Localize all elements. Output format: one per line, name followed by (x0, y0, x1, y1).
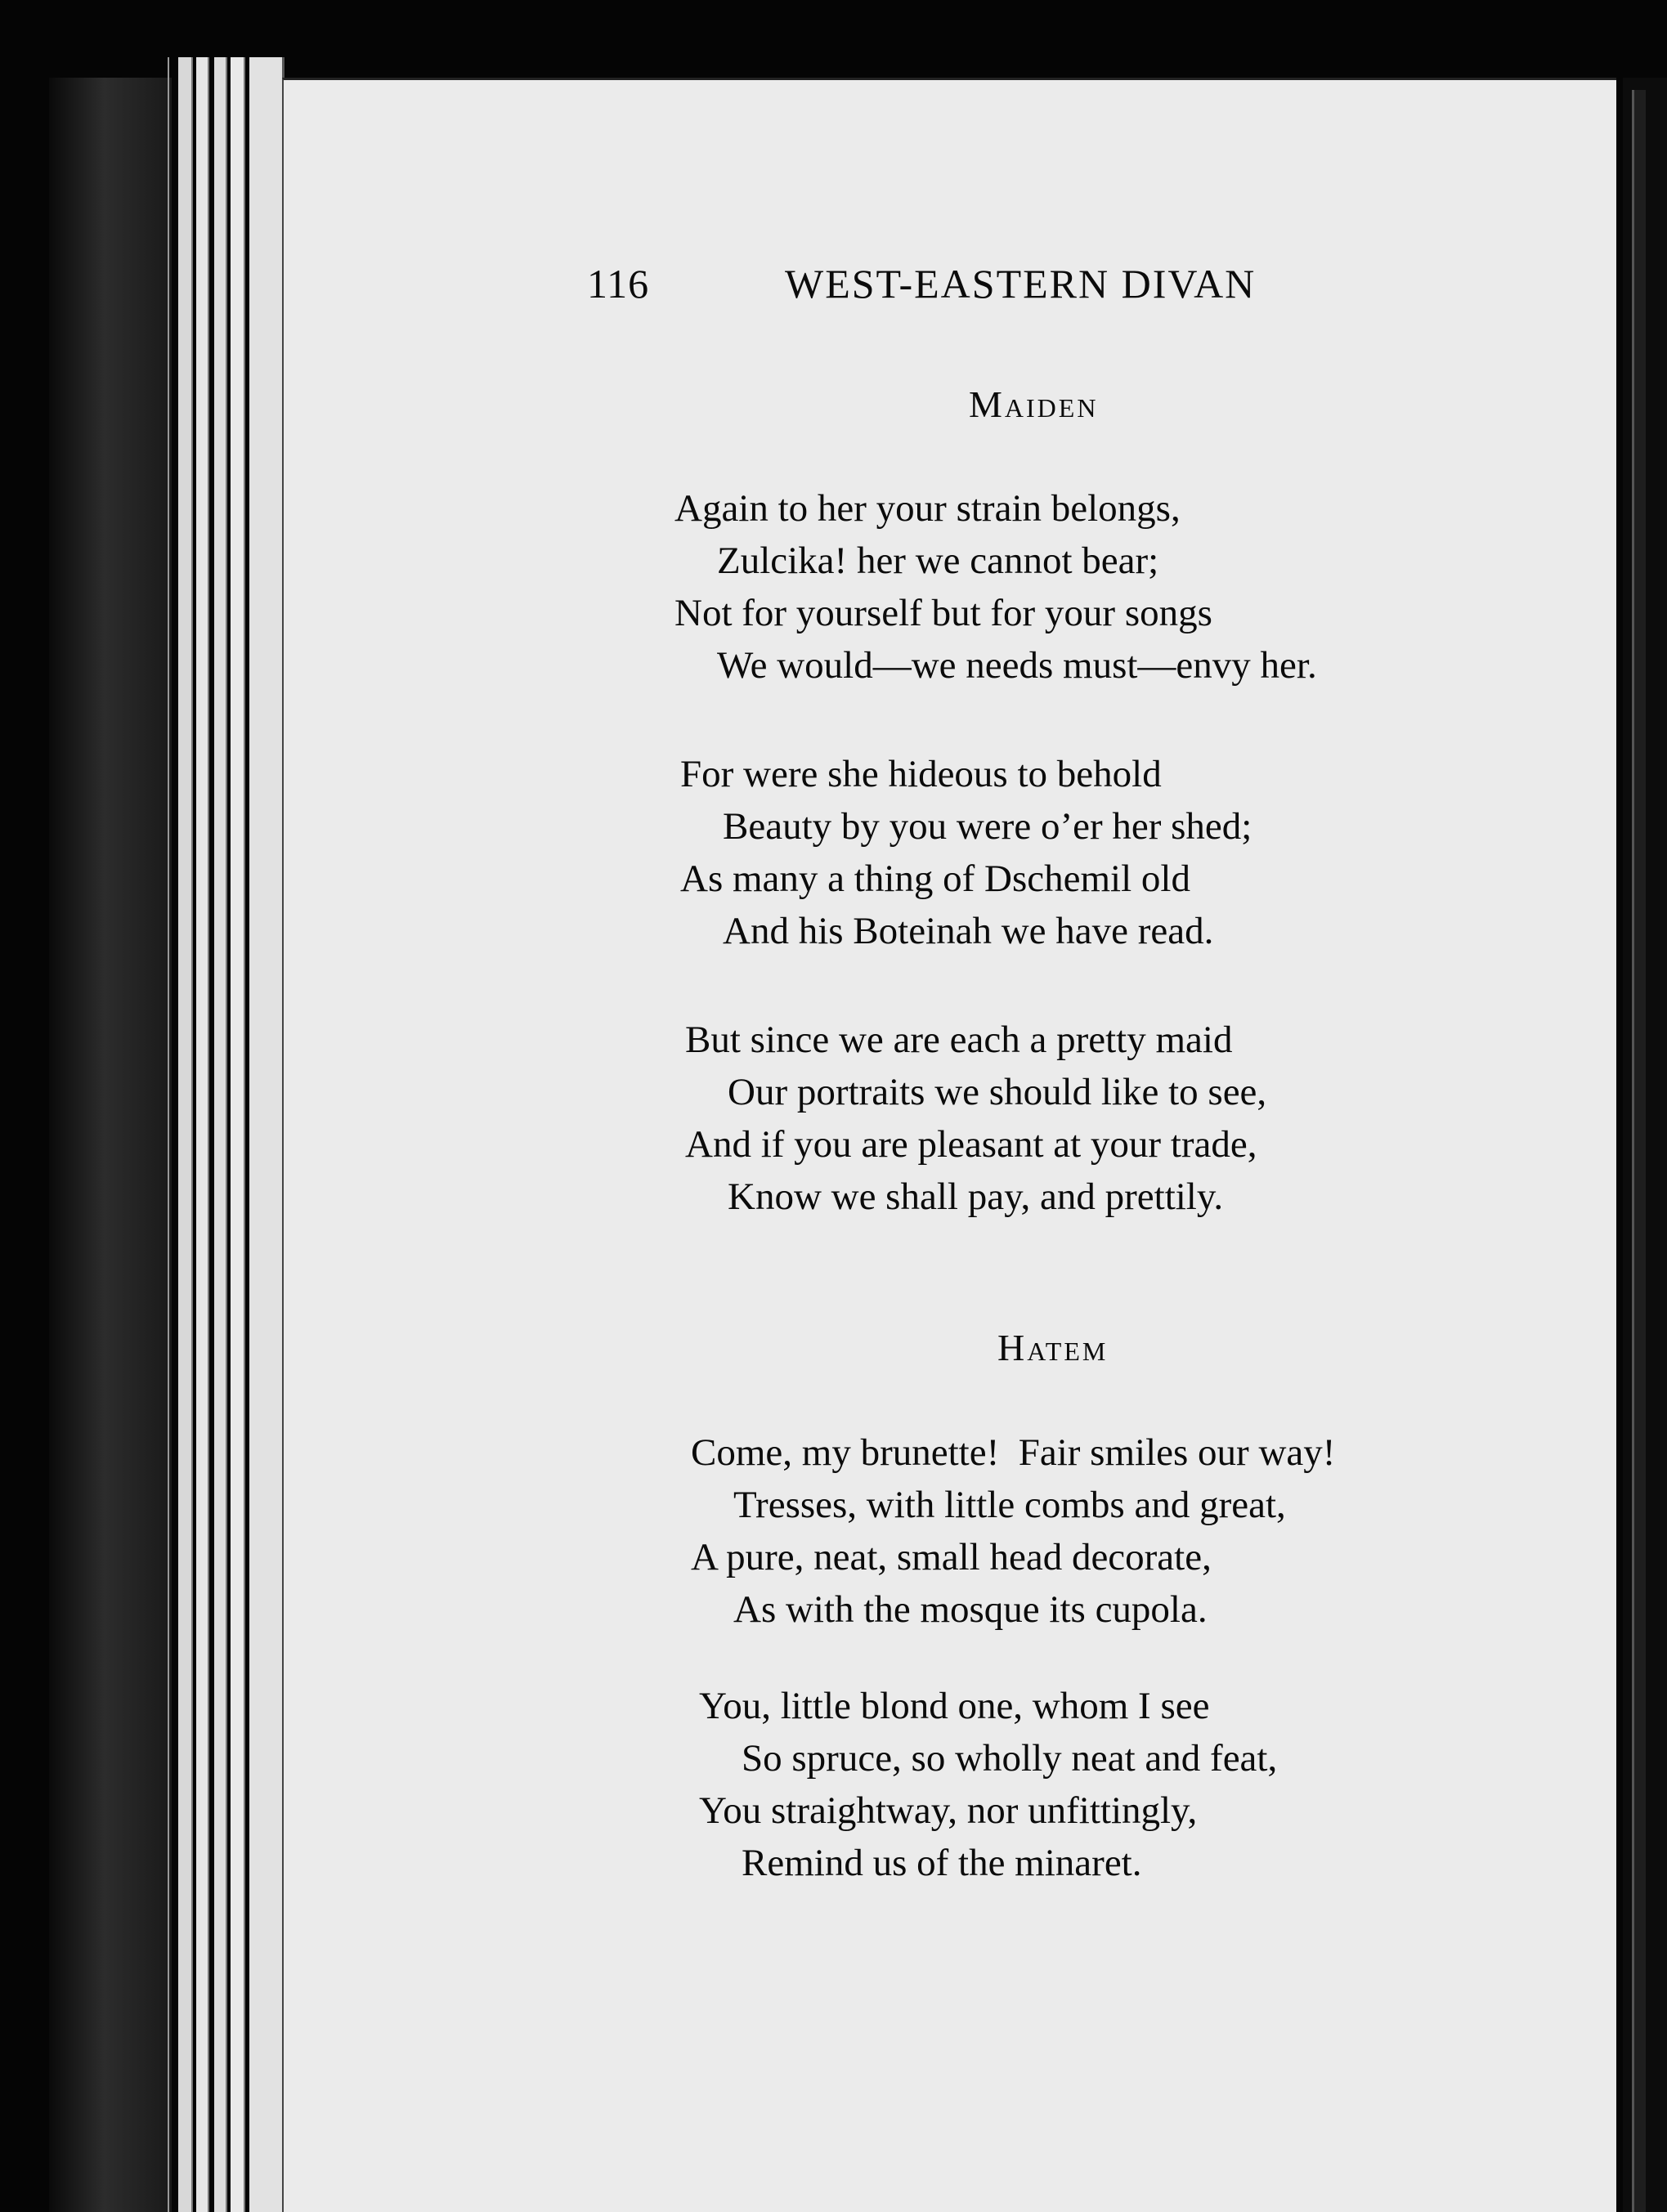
verse-line: Know we shall pay, and prettily. (728, 1175, 1224, 1218)
stanza (680, 748, 1252, 957)
verse-line: For were she hideous to behold (680, 753, 1162, 795)
verse-line: A pure, neat, small head decorate, (691, 1536, 1212, 1578)
stanza (699, 1680, 1277, 1889)
page-edge (178, 57, 193, 2212)
page-number: 116 (587, 261, 650, 307)
verse-line: And if you are pleasant at your trade, (685, 1123, 1257, 1166)
verse-line: But since we are each a pretty maid (685, 1019, 1233, 1061)
verse-line: You straightway, nor unfittingly, (699, 1789, 1198, 1832)
verse-line: As with the mosque its cupola. (733, 1588, 1208, 1631)
verse-line: And his Boteinah we have read. (723, 910, 1214, 952)
verse-line: Again to her your strain belongs, (674, 487, 1181, 530)
section-title-maiden: Maiden (969, 383, 1099, 425)
book-spine (49, 78, 172, 2212)
stanza (674, 482, 1317, 692)
verse-line: Tresses, with little combs and great, (733, 1484, 1286, 1526)
page-edge (249, 57, 285, 2212)
verse-line: You, little blond one, whom I see (699, 1685, 1210, 1727)
verse-line: Remind us of the minaret. (742, 1842, 1142, 1884)
stanza (685, 1014, 1266, 1223)
page-edge (231, 57, 245, 2212)
verse-line: Not for yourself but for your songs (674, 592, 1212, 634)
page-edge (168, 57, 169, 2212)
verse-line: Come, my brunette! Fair smiles our way! (691, 1431, 1336, 1474)
verse-line: Our portraits we should like to see, (728, 1071, 1267, 1113)
verse-line: As many a thing of Dschemil old (680, 857, 1190, 900)
section-title-hatem: Hatem (997, 1327, 1109, 1368)
page-edge (214, 57, 227, 2212)
stanza (691, 1426, 1335, 1636)
verse-line: So spruce, so wholly neat and feat, (742, 1737, 1278, 1780)
running-title: WEST-EASTERN DIVAN (785, 261, 1257, 307)
verse-line: Beauty by you were o’er her shed; (723, 805, 1252, 848)
verse-line: We would—we needs must—envy her. (717, 644, 1317, 687)
verse-line: Zulcika! her we cannot bear; (717, 540, 1159, 582)
facing-page-leaf (1632, 90, 1646, 2212)
page-edge (196, 57, 209, 2212)
